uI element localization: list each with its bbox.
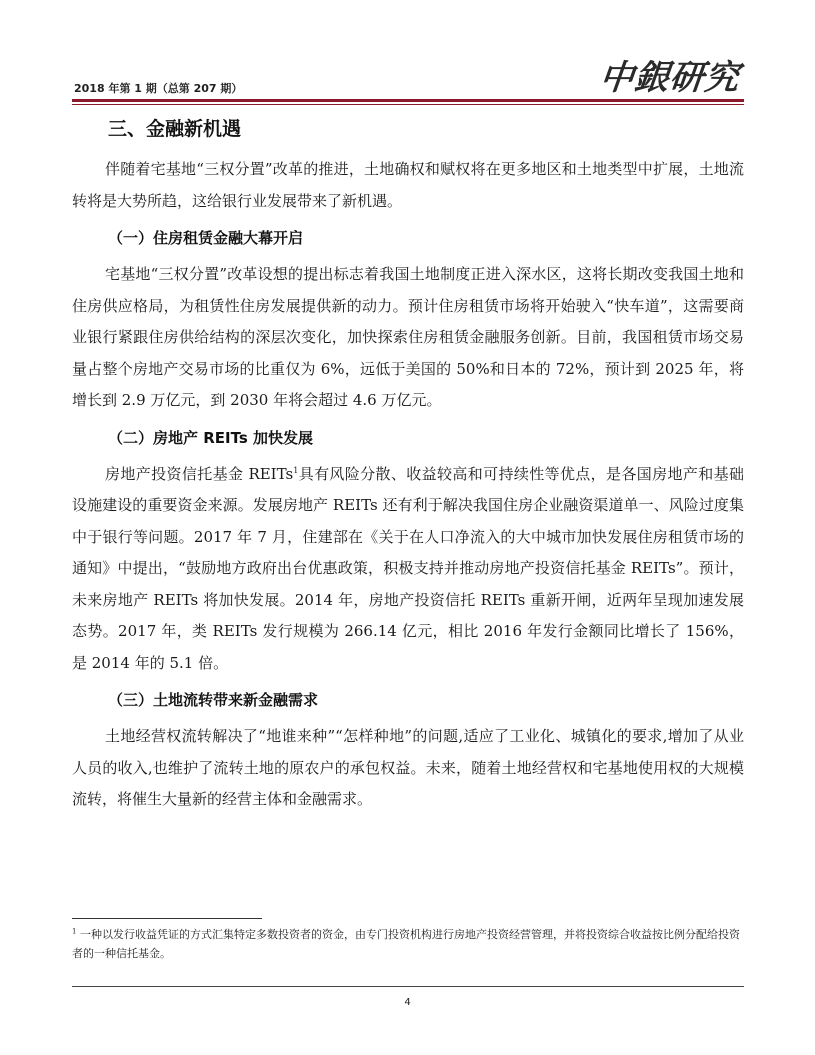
page-number: 4	[404, 997, 411, 1008]
issue-label: 2018 年第 1 期（总第 207 期）	[74, 82, 243, 95]
footnote-mark: 1	[72, 927, 77, 936]
subsection-1-title: （一）住房租赁金融大幕开启	[108, 229, 304, 247]
subsection-3-title: （三）土地流转带来新金融需求	[108, 691, 319, 709]
footnote-text: 一种以发行收益凭证的方式汇集特定多数投资者的资金，由专门投资机构进行房地产投资经营管理，并将投资综合收益按比例分配给投资者的一种信托基金。	[72, 928, 740, 960]
main-content	[72, 112, 744, 816]
header-rule-thin	[72, 104, 744, 105]
subsection-2-paragraph	[72, 459, 744, 680]
page-header	[72, 48, 744, 106]
footnote-divider	[72, 918, 262, 919]
subsection-2-title: （二）房地产 REITs 加快发展	[108, 428, 313, 447]
subsection-1-paragraph: 宅基地“三权分置”改革设想的提出标志着我国土地制度正进入深水区，这将长期改变我国土地和住房供应格局，为租赁性住房发展提供新的动力。预计住房租赁市场将开始驶入“快车道”，这需要商业银行紧跟住房供给结构的深层次变化，加快探索住房租赁金融服务创新。目前，我国租赁市场交易量占整个房地产交易市场的比重仅为 6%，远低于美国的 50%和日本的 72%，预计到 2025 年，将增长到 2.9 万亿元，到 2030 年将会超过 4.6 万亿元。	[72, 265, 744, 409]
subsection-2-text-start: 房地产投资信托基金 REITs	[105, 464, 294, 483]
header-rule-thick	[72, 99, 744, 102]
footnote-reference[interactable]: 1	[293, 465, 299, 475]
brand-logo: 中銀研究	[597, 58, 742, 98]
footnote	[72, 925, 744, 963]
subsection-3-paragraph: 土地经营权流转解决了“地谁来种”“怎样种地”的问题,适应了工业化、城镇化的要求,增加了从业人员的收入,也维护了流转土地的原农户的承包权益。未来，随着土地经营权和宅基地使用权的大规模流转，将催生大量新的经营主体和金融需求。	[72, 727, 744, 808]
section-title: 三、金融新机遇	[108, 118, 242, 140]
footer-rule	[72, 986, 744, 987]
section-intro-paragraph: 伴随着宅基地“三权分置”改革的推进，土地确权和赋权将在更多地区和土地类型中扩展，土地流转将是大势所趋，这给银行业发展带来了新机遇。	[72, 160, 744, 210]
subsection-2-text-rest: 具有风险分散、收益较高和可持续性等优点，是各国房地产和基础设施建设的重要资金来源。发展房地产 REITs 还有利于解决我国住房企业融资渠道单一、风险过度集中于银行等问题。2017 年 7 月，住建部在《关于在人口净流入的大中城市加快发展住房租赁市场的通知》中提出，“鼓励地方政府出台优惠政策，积极支持并推动房地产投资信托基金 REITs”。预计，未来房地产 REITs 将加快发展。2014 年，房地产投资信托 REITs 重新开闸，近两年呈现加速发展态势。2017 年，类 REITs 发行规模为 266.14 亿元，相比 2016 年发行金额同比增长了 156%，是 2014 年的 5.1 倍。	[72, 464, 744, 672]
